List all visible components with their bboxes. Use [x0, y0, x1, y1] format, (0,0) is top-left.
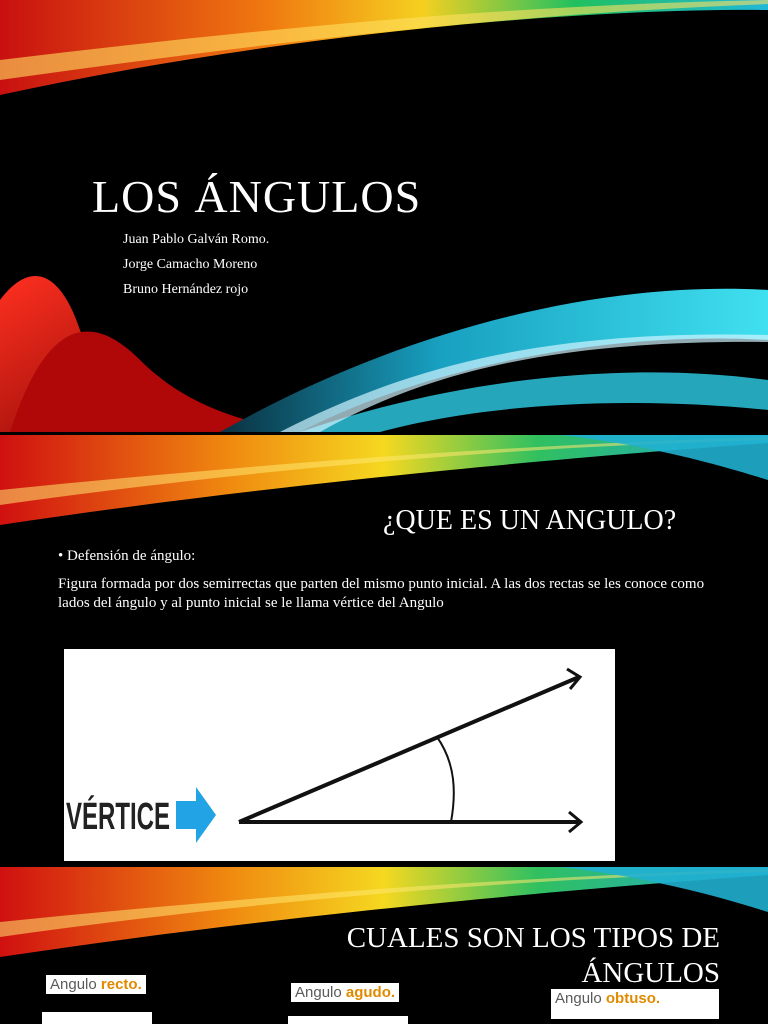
bullet-item: • Defensión de ángulo:	[58, 548, 196, 564]
angle-drawing	[64, 649, 615, 861]
angle-type-label	[46, 975, 146, 994]
arrow-right-icon	[176, 787, 216, 843]
title-slide	[0, 0, 768, 432]
author-name: Juan Pablo Galván Romo.	[123, 232, 270, 247]
slide-title: ¿QUE ES UN ANGULO?	[383, 505, 677, 536]
type-name: obtuso.	[605, 990, 661, 1007]
type-word: Angulo	[295, 984, 342, 1001]
angle-arc	[437, 737, 454, 822]
type-name: agudo.	[345, 984, 396, 1001]
angle-type-label	[291, 983, 399, 1002]
types-slide	[0, 867, 768, 1024]
angle-type-label	[551, 989, 719, 1019]
vertex-label: VÉRTICE	[66, 796, 231, 838]
definition-text: Figura formada por dos semirrectas que parten del mismo punto inicial. A las dos rectas se les conoce como lados del ángulo y al punto inicial se le llama vértice del Angulo	[58, 576, 705, 611]
bullet-text: Defensión de ángulo:	[67, 548, 196, 564]
definition-slide	[0, 435, 768, 865]
angle-diagram	[64, 649, 615, 861]
slide-title: CUALES SON LOS TIPOS DE ÁNGULOS	[346, 922, 720, 989]
author-name: Bruno Hernández rojo	[123, 282, 249, 297]
angle-image	[288, 1016, 408, 1024]
type-name: recto.	[100, 976, 142, 993]
angle-image	[42, 1012, 152, 1024]
slide-title: LOS ÁNGULOS	[92, 171, 422, 222]
type-word: Angulo	[50, 976, 97, 993]
type-word: Angulo	[555, 990, 602, 1007]
author-name: Jorge Camacho Moreno	[123, 257, 258, 272]
angle-side-upper	[239, 677, 579, 822]
